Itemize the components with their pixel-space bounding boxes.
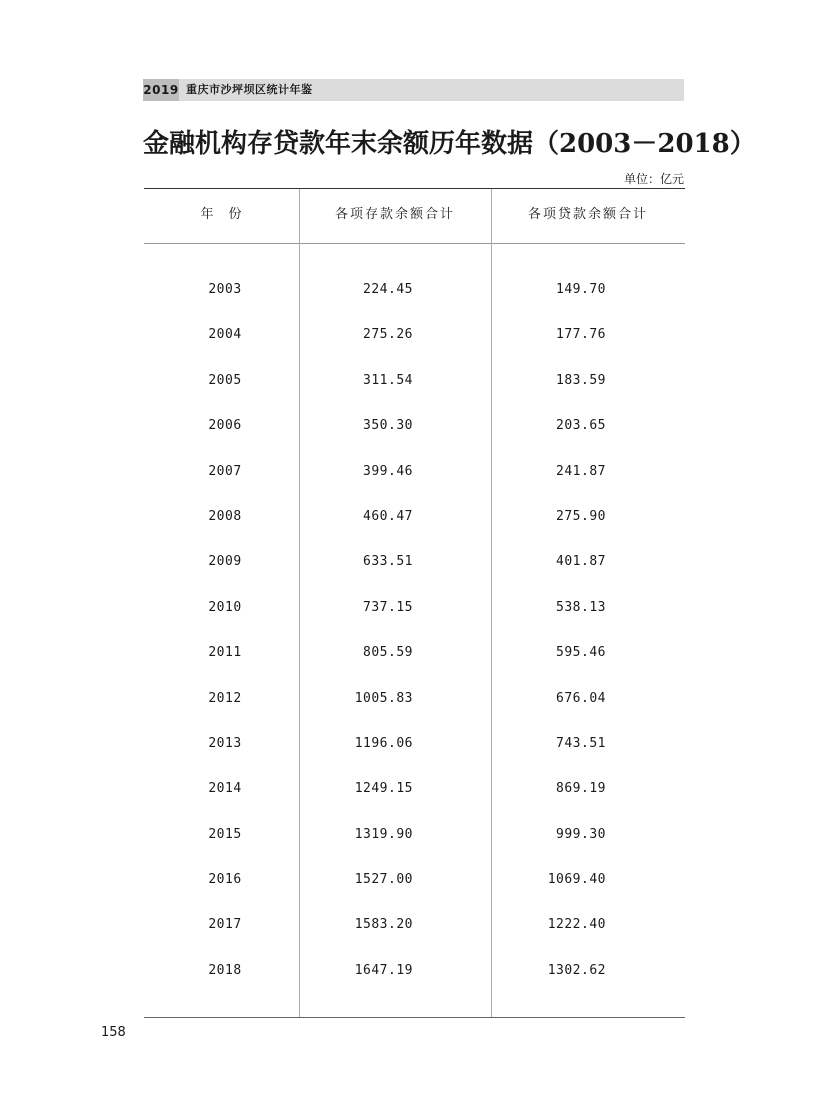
table-row bbox=[144, 869, 685, 914]
loan-cell: 275.90 bbox=[556, 508, 606, 524]
loan-cell: 676.04 bbox=[556, 690, 606, 706]
page-title: 金融机构存贷款年末余额历年数据（2003－2018） bbox=[143, 129, 756, 159]
loan-cell: 869.19 bbox=[556, 781, 606, 797]
year-cell: 2015 bbox=[208, 826, 242, 842]
loan-cell: 183.59 bbox=[556, 372, 606, 388]
deposit-cell: 399.46 bbox=[363, 463, 413, 479]
table-row bbox=[144, 279, 685, 324]
loan-cell: 401.87 bbox=[556, 554, 606, 570]
table-row bbox=[144, 960, 685, 1005]
deposit-cell: 275.26 bbox=[363, 327, 413, 343]
table-row bbox=[144, 778, 685, 823]
loan-cell: 203.65 bbox=[556, 418, 606, 434]
deposit-cell: 1527.00 bbox=[354, 872, 413, 888]
loan-cell: 595.46 bbox=[556, 645, 606, 661]
year-cell: 2010 bbox=[208, 599, 242, 615]
unit-label: 单位：亿元 bbox=[623, 172, 684, 186]
column-header-deposits: 各项存款余额合计 bbox=[334, 207, 455, 222]
deposit-cell: 633.51 bbox=[363, 554, 413, 570]
table-row bbox=[144, 461, 685, 506]
table-row bbox=[144, 506, 685, 551]
year-cell: 2008 bbox=[208, 508, 242, 524]
table-top-rule bbox=[144, 188, 685, 189]
loan-cell: 743.51 bbox=[556, 735, 606, 751]
loan-cell: 538.13 bbox=[556, 599, 606, 615]
table-row bbox=[144, 551, 685, 596]
year-cell: 2013 bbox=[208, 735, 242, 751]
year-cell: 2007 bbox=[208, 463, 242, 479]
year-cell: 2006 bbox=[208, 418, 242, 434]
loan-cell: 149.70 bbox=[556, 282, 606, 297]
page-number: 158 bbox=[101, 1025, 126, 1040]
loan-cell: 999.30 bbox=[556, 826, 606, 842]
deposit-cell: 1196.06 bbox=[354, 735, 413, 751]
table-row bbox=[144, 597, 685, 642]
year-cell: 2011 bbox=[208, 645, 242, 661]
deposit-cell: 1583.20 bbox=[354, 917, 413, 933]
table-row bbox=[144, 642, 685, 687]
year-cell: 2017 bbox=[208, 917, 242, 933]
deposit-cell: 737.15 bbox=[363, 599, 413, 615]
deposit-cell: 460.47 bbox=[363, 508, 413, 524]
deposit-cell: 805.59 bbox=[363, 645, 413, 661]
loan-cell: 1302.62 bbox=[547, 962, 606, 978]
deposit-cell: 1005.83 bbox=[354, 690, 413, 706]
deposit-cell: 311.54 bbox=[363, 372, 413, 388]
table-row bbox=[144, 415, 685, 460]
deposit-cell: 224.45 bbox=[363, 282, 413, 297]
column-header-loans: 各项贷款余额合计 bbox=[527, 207, 648, 222]
table-row bbox=[144, 688, 685, 733]
year-cell: 2005 bbox=[208, 372, 242, 388]
loan-cell: 1069.40 bbox=[547, 872, 606, 888]
loan-cell: 177.76 bbox=[556, 327, 606, 343]
year-cell: 2009 bbox=[208, 554, 242, 570]
running-header-year: 2019 bbox=[143, 79, 179, 101]
deposit-cell: 1647.19 bbox=[354, 962, 413, 978]
loan-cell: 1222.40 bbox=[547, 917, 606, 933]
table-body bbox=[144, 279, 685, 1005]
table-header-rule bbox=[144, 243, 685, 244]
table-row bbox=[144, 824, 685, 869]
deposit-cell: 1319.90 bbox=[354, 826, 413, 842]
year-cell: 2012 bbox=[208, 690, 242, 706]
year-cell: 2018 bbox=[208, 962, 242, 978]
table-row bbox=[144, 324, 685, 369]
table-row bbox=[144, 370, 685, 415]
column-header-year: 年 份 bbox=[200, 207, 243, 222]
table-bottom-rule bbox=[144, 1017, 685, 1018]
year-cell: 2016 bbox=[208, 872, 242, 888]
running-header-title: 重庆市沙坪坝区统计年鉴 bbox=[186, 83, 313, 96]
table-row bbox=[144, 914, 685, 959]
deposit-cell: 1249.15 bbox=[354, 781, 413, 797]
year-cell: 2003 bbox=[208, 282, 242, 297]
year-cell: 2014 bbox=[208, 781, 242, 797]
year-cell: 2004 bbox=[208, 327, 242, 343]
deposit-cell: 350.30 bbox=[363, 418, 413, 434]
table-row bbox=[144, 733, 685, 778]
loan-cell: 241.87 bbox=[556, 463, 606, 479]
